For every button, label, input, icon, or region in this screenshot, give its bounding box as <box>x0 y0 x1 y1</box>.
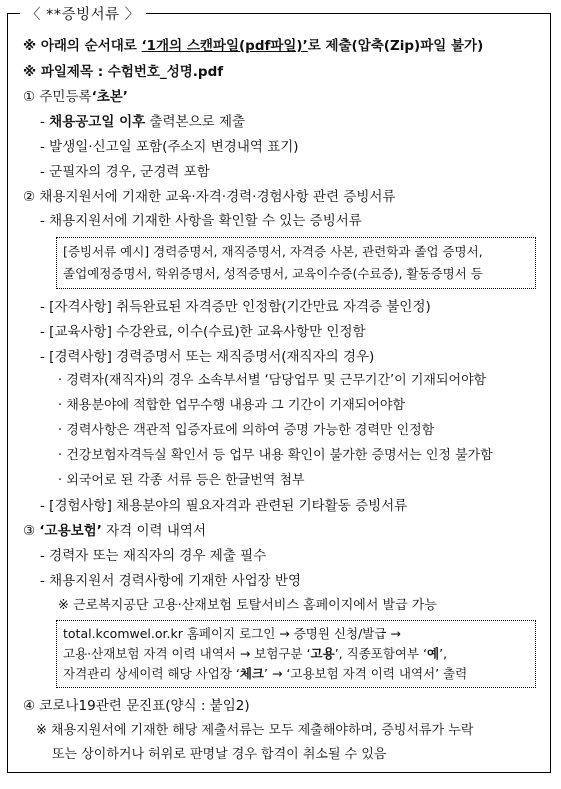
s2-example-box <box>56 237 536 289</box>
s1-item-3: - 군필자의 경우, 군경력 포함 <box>40 164 210 180</box>
s1-heading: ① 주민등록‘초본’ <box>23 89 128 105</box>
s2-heading: ② 채용지원서에 기재한 교육·자격·경력·경험사항 관련 증빙서류 <box>23 189 396 205</box>
note-file-name: ※ 파일제목 : 수험번호_성명.pdf <box>23 64 224 80</box>
s4-note-line-2: 또는 상이하거나 허위로 판명날 경우 합격이 취소될 수 있음 <box>52 747 387 762</box>
s2-career-bullet-1: · 경력자(재직자)의 경우 소속부서별 ‘담당업무 및 근무기간’이 기재되어야함 <box>58 373 487 388</box>
s3-instructions-box <box>56 620 536 688</box>
s4-note-line-1: ※ 채용지원서에 기재한 해당 제출서류는 모두 제출해야하며, 증빙서류가 누락 <box>36 723 474 738</box>
s1-item-2: - 발생일·신고일 포함(주소지 변경내역 표기) <box>40 139 299 155</box>
s2-career-bullet-5: · 외국어로 된 각종 서류 등은 한글번역 첨부 <box>58 473 305 488</box>
s3-note: ※ 근로복지공단 고용·산재보험 토탈서비스 홈페이지에서 발급 가능 <box>58 598 437 613</box>
s3-item-2: - 채용지원서 경력사항에 기재한 사업장 반영 <box>40 573 302 589</box>
section-title: 〈 **증빙서류 〉 <box>20 3 146 24</box>
s2-career-bullet-4: · 건강보험자격득실 확인서 등 업무 내용 확인이 불가한 증명서는 인정 불가함 <box>58 448 493 463</box>
s3-box-line-3: 자격관리 상세이력 해당 사업장 ‘체크’ → ‘고용보험 자격 이력 내역서’ 출력 <box>63 666 468 681</box>
s2-career-bullet-3: · 경력사항은 객관적 입증자료에 의하여 증명 가능한 경력만 인정함 <box>58 423 435 438</box>
s1-item-1: - 채용공고일 이후 출력본으로 제출 <box>40 114 246 130</box>
s2-career-bullet-2: · 채용분야에 적합한 업무수행 내용과 그 기간이 기재되어야함 <box>58 398 406 413</box>
s3-item-1: - 경력자 또는 재직자의 경우 제출 필수 <box>40 548 267 564</box>
s2-subheading: - 채용지원서에 기재한 사항을 확인할 수 있는 증빙서류 <box>40 213 362 229</box>
s2-item-education: - [교육사항] 수강완료, 이수(수료)한 교육사항만 인정함 <box>40 324 366 340</box>
s3-heading: ③ ‘고용보험’ 자격 이력 내역서 <box>23 523 206 539</box>
note-file-format: ※ 아래의 순서대로 ‘1개의 스캔파일(pdf파일)’로 제출(압축(Zip)파일 불가) <box>23 38 484 54</box>
s2-item-qualification: - [자격사항] 취득완료된 자격증만 인정함(기간만료 자격증 불인정) <box>40 299 431 315</box>
s3-box-line-1: total.kcomwel.or.kr 홈페이지 로그인 → 증명원 신청/발급 → <box>63 626 401 641</box>
s3-box-line-2: 고용·산재보험 자격 이력 내역서 → 보험구분 ‘고용’, 직종포함여부 ‘예’, <box>63 646 448 661</box>
s2-item-experience: - [경험사항] 채용분야의 필요자격과 관련된 기타활동 증빙서류 <box>40 498 408 514</box>
s2-box-line-1: [증빙서류 예시] 경력증명서, 재직증명서, 자격증 사본, 관련학과 졸업 증명서, <box>63 244 483 259</box>
s2-item-career: - [경력사항] 경력증명서 또는 재직증명서(재직자의 경우) <box>40 349 375 365</box>
s2-box-line-2: 졸업예정증명서, 학위증명서, 성적증명서, 교육이수증(수료증), 활동증명서 등 <box>63 266 483 281</box>
s4-heading: ④ 코로나19관련 문진표(양식 : 붙임2) <box>23 698 250 714</box>
